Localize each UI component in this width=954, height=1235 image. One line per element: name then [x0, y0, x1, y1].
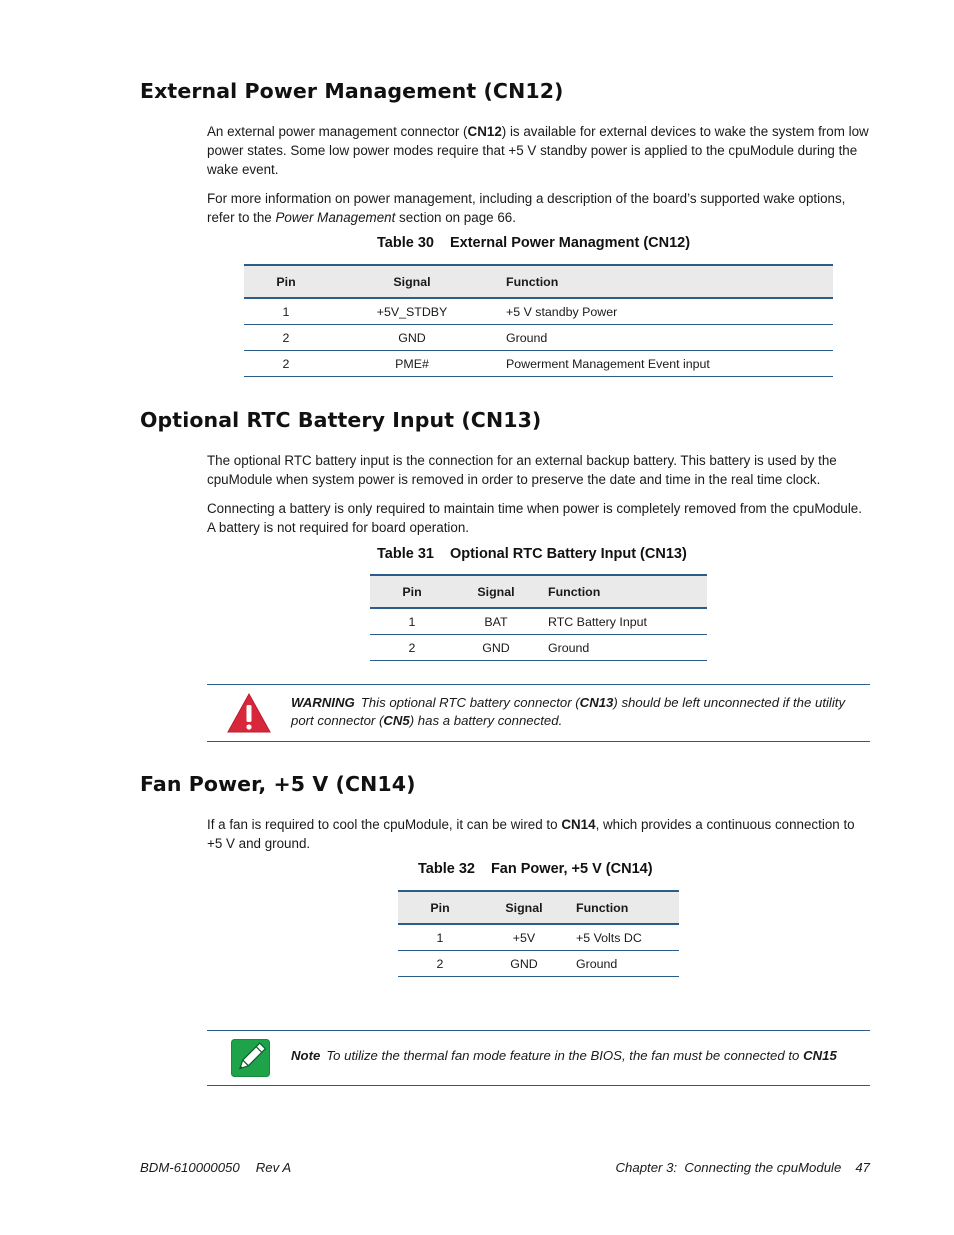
text: section on page 66. [395, 210, 516, 225]
table-number: Table 30 [377, 235, 434, 251]
table-row [398, 951, 679, 977]
cell-function: Ground [538, 635, 707, 661]
text: To utilize the thermal fan mode feature in the BIOS, the fan must be connected to [326, 1048, 804, 1063]
paragraph-cn13-intro: The optional RTC battery input is the connection for an external backup battery. This battery is used by the cpuModule when system power is removed in order to preserve the date and time in the real time clock. [207, 453, 837, 487]
page-number: 47 [855, 1160, 870, 1175]
heading-cn13: Optional RTC Battery Input (CN13) [140, 408, 542, 432]
cell-function: Ground [566, 951, 679, 977]
table-row [244, 351, 833, 377]
section-ref: Power Management [275, 210, 396, 225]
text: An external power management connector ( [207, 124, 468, 139]
table-caption-30 [377, 235, 690, 251]
cell-pin: 1 [398, 924, 482, 951]
text: , which provides a continuous connection to +5 V and ground. [207, 817, 855, 851]
note-label: Note [291, 1048, 321, 1063]
table-row [244, 298, 833, 325]
footer-left [140, 1160, 291, 1175]
table-row [244, 325, 833, 351]
text: This optional RTC battery connector ( [360, 695, 580, 710]
paragraph-cn14-intro [207, 815, 871, 853]
cell-pin: 1 [244, 298, 328, 325]
chapter-title: Chapter 3: Connecting the cpuModule [615, 1160, 842, 1175]
paragraph-cn12-more-info [207, 189, 871, 227]
revision: Rev A [255, 1160, 292, 1175]
paragraph-cn12-intro [207, 122, 871, 179]
column-header-pin: Pin [370, 575, 454, 608]
cell-pin: 2 [244, 325, 328, 351]
footer-right [616, 1160, 870, 1175]
connector-ref: CN5 [383, 713, 410, 728]
cell-signal: GND [482, 951, 566, 977]
table-number: Table 32 [418, 861, 475, 877]
table-header-row [244, 265, 833, 298]
pencil-note-icon [231, 1039, 270, 1077]
column-header-function: Function [566, 891, 679, 924]
table-row [370, 608, 707, 635]
paragraph-cn13-requirement: Connecting a battery is only required to maintain time when power is completely removed from the cpuModule. A battery is not required for board operation. [207, 501, 862, 535]
table-cn14 [398, 890, 679, 977]
connector-ref: CN14 [561, 817, 596, 832]
table-title: Fan Power, +5 V (CN14) [490, 861, 653, 877]
heading-cn12: External Power Management (CN12) [140, 79, 564, 103]
note-text [291, 1047, 863, 1065]
cell-signal: +5V_STDBY [328, 298, 496, 325]
table-title: External Power Managment (CN12) [449, 235, 691, 251]
warning-triangle-icon [226, 692, 272, 734]
table-cn12 [244, 264, 833, 377]
warning-label: WARNING [291, 695, 355, 710]
text: ) is available for external devices to wake the system from low power states. Some low power modes require that +5 V standby power is applied to the cpuModule during the wake event. [207, 124, 869, 177]
cell-signal: +5V [482, 924, 566, 951]
cell-signal: PME# [328, 351, 496, 377]
cell-pin: 1 [370, 608, 454, 635]
column-header-signal: Signal [482, 891, 566, 924]
connector-ref: CN13 [579, 695, 614, 710]
table-cn13 [370, 574, 707, 661]
cell-signal: GND [454, 635, 538, 661]
cell-signal: GND [328, 325, 496, 351]
doc-id: BDM-610000050 [140, 1160, 240, 1175]
table-header-row [370, 575, 707, 608]
text: ) has a battery connected. [409, 713, 563, 728]
cell-pin: 2 [370, 635, 454, 661]
cell-signal: BAT [454, 608, 538, 635]
column-header-signal: Signal [454, 575, 538, 608]
cell-pin: 2 [244, 351, 328, 377]
text: ) should be left unconnected if the utility port connector ( [291, 695, 846, 728]
warning-text [291, 694, 863, 730]
cell-function: Powerment Management Event input [496, 351, 833, 377]
heading-cn14: Fan Power, +5 V (CN14) [140, 772, 416, 796]
cell-function: +5 Volts DC [566, 924, 679, 951]
cell-function: RTC Battery Input [538, 608, 707, 635]
connector-ref: CN15 [803, 1048, 837, 1063]
column-header-function: Function [538, 575, 707, 608]
table-caption-31 [377, 546, 687, 562]
table-caption-32 [418, 861, 653, 877]
table-number: Table 31 [377, 546, 434, 562]
text: For more information on power management, including a description of the board’s supported wake options, refer to the [207, 191, 846, 225]
column-header-pin: Pin [398, 891, 482, 924]
table-title: Optional RTC Battery Input (CN13) [449, 546, 687, 562]
column-header-signal: Signal [328, 265, 496, 298]
table-row [370, 635, 707, 661]
connector-ref: CN12 [467, 124, 502, 139]
column-header-function: Function [496, 265, 833, 298]
column-header-pin: Pin [244, 265, 328, 298]
table-row [398, 924, 679, 951]
cell-function: +5 V standby Power [496, 298, 833, 325]
cell-function: Ground [496, 325, 833, 351]
text: If a fan is required to cool the cpuModule, it can be wired to [207, 817, 562, 832]
cell-pin: 2 [398, 951, 482, 977]
table-header-row [398, 891, 679, 924]
